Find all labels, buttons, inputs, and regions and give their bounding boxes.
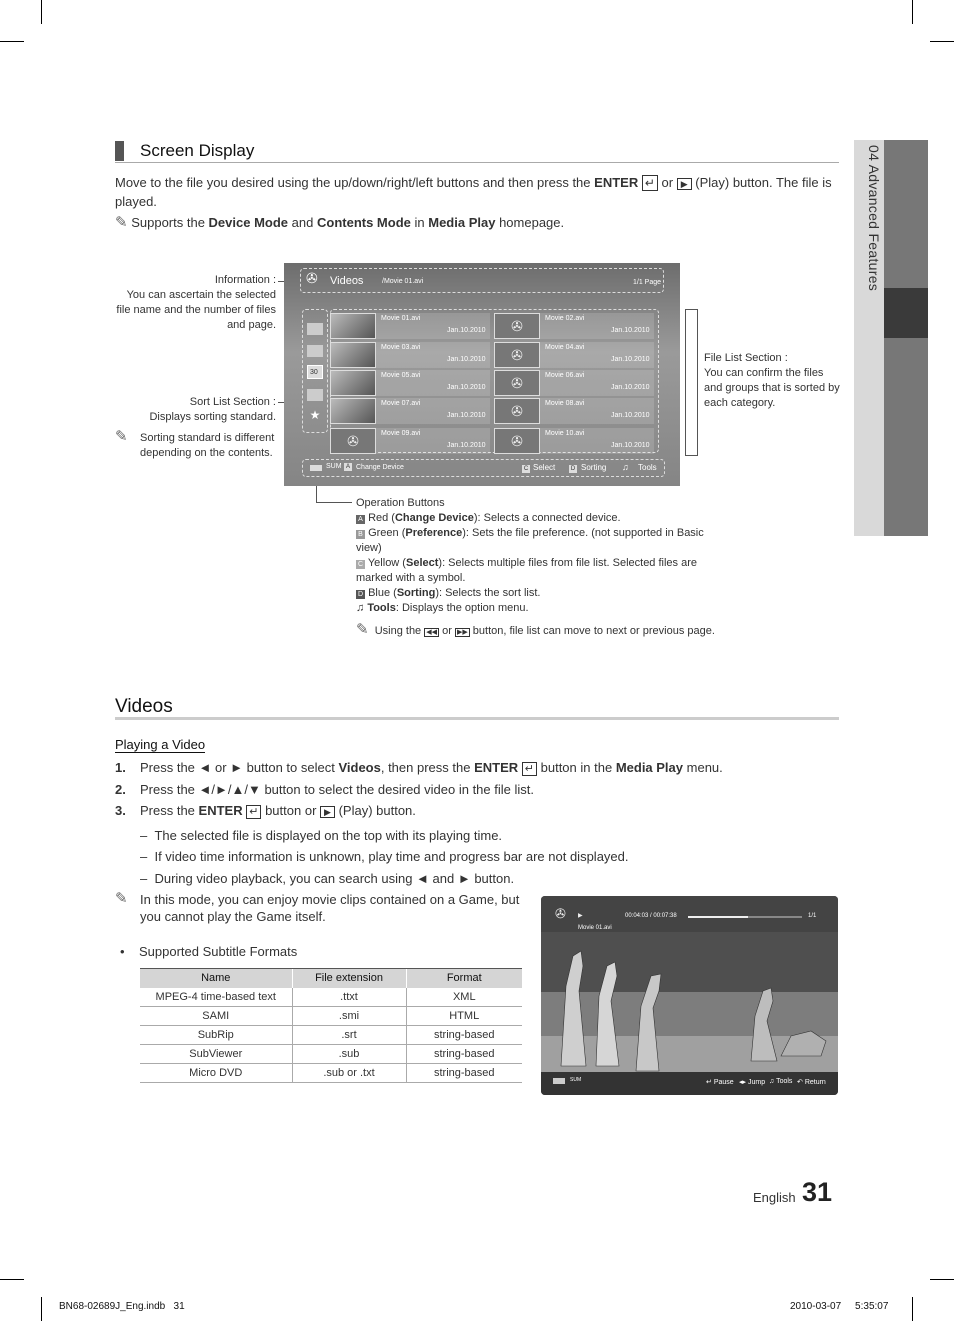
enter-label: ENTER — [198, 803, 243, 818]
step-text: button or — [265, 803, 317, 818]
dash-text: During video playback, you can search using ◄ and ► button. — [154, 871, 515, 886]
table-cell: HTML — [406, 1007, 522, 1026]
jump-label: Jump — [747, 1079, 766, 1086]
section-heading-screen-display — [115, 141, 839, 163]
table-row — [140, 1064, 522, 1083]
op-text: Green ( — [368, 527, 406, 539]
change-device-button[interactable]: Change Device — [356, 464, 404, 471]
red-key-icon: A — [345, 464, 350, 470]
op-bold: Select — [405, 557, 439, 569]
crop-mark — [912, 1297, 913, 1321]
op-text: Blue ( — [368, 587, 397, 599]
table-header: Format — [406, 969, 522, 988]
key-b-icon: B — [356, 530, 365, 539]
file-name: Movie 04.avi — [545, 344, 585, 351]
crop-mark — [912, 0, 913, 24]
leader-line — [316, 502, 352, 503]
calendar-number: 30 — [310, 369, 318, 376]
screen-title: Videos — [330, 275, 364, 287]
file-date: Jan.10.2010 — [447, 442, 486, 449]
table-cell: XML — [406, 988, 522, 1007]
step-text: Press the — [140, 803, 195, 818]
step-text: button in the — [540, 760, 613, 775]
bullet-marker: • — [120, 944, 139, 959]
key-d-icon: D — [357, 591, 364, 598]
file-thumbnail — [330, 342, 376, 368]
table-cell: MPEG-4 time-based text — [140, 988, 292, 1007]
file-date: Jan.10.2010 — [611, 442, 650, 449]
table-cell: SubRip — [140, 1026, 292, 1045]
op-bold: Preference — [405, 527, 463, 539]
dash-item-1 — [140, 827, 502, 844]
playing-file-name: Movie 01.avi — [578, 925, 612, 931]
note-pencil-icon: ✎ — [356, 621, 369, 638]
intro-text: or — [661, 175, 674, 190]
film-reel-icon: ✇ — [306, 270, 318, 286]
return-label: Return — [804, 1079, 826, 1086]
note-pencil-icon: ✎ — [115, 214, 128, 231]
media-play-screen — [284, 263, 680, 486]
callout-body: You can confirm the files and groups that is sorted by each category. — [704, 367, 840, 409]
table-cell: SAMI — [140, 1007, 292, 1026]
film-reel-icon: ✇ — [555, 906, 566, 921]
leader-line — [685, 309, 686, 456]
enter-label: ENTER — [594, 175, 639, 190]
callout-file-list — [704, 351, 844, 411]
op-text: Using the — [374, 625, 422, 637]
leader-line — [685, 309, 697, 310]
chapter-label: 04 Advanced Features — [866, 145, 882, 292]
file-date: Jan.10.2010 — [447, 384, 486, 391]
file-item[interactable] — [330, 428, 490, 454]
return-button[interactable]: ↶ Return — [797, 1079, 826, 1086]
bullet-subtitle-formats — [120, 943, 297, 960]
heading-bar — [115, 141, 124, 161]
leader-line — [697, 309, 698, 456]
table-cell: .smi — [292, 1007, 406, 1026]
dash-marker: – — [140, 828, 155, 843]
table-cell: string-based — [406, 1045, 522, 1064]
crop-mark — [930, 1279, 954, 1280]
callout-body: Displays sorting standard. — [149, 411, 276, 423]
crop-mark — [41, 1297, 42, 1321]
callout-body: Sorting standard is different depending on the contents. — [140, 432, 275, 459]
footer-date: 2010-03-07 5:35:07 — [790, 1301, 889, 1312]
intro-text: (Play) button. The file is — [695, 175, 832, 190]
sort-music-icon — [307, 389, 323, 401]
film-reel-icon: ✇ — [330, 428, 376, 454]
file-name: Movie 01.avi — [381, 315, 421, 322]
page-number: 31 — [802, 1177, 833, 1207]
rewind-icon: ◀◀ — [426, 629, 438, 636]
file-name: Movie 09.avi — [381, 430, 421, 437]
note-bold: Contents Mode — [316, 215, 411, 230]
play-state-icon: ▶ — [578, 913, 583, 919]
progress-track — [688, 916, 802, 918]
callout-title: Sort List Section : — [189, 396, 276, 408]
crop-mark — [0, 41, 24, 42]
fast-forward-icon: ▶▶ — [456, 629, 468, 636]
heading-text: Screen Display — [140, 141, 255, 160]
callout-sort-note — [115, 428, 275, 461]
op-red — [356, 511, 726, 526]
file-name: Movie 07.avi — [381, 400, 421, 407]
op-text: ): Selects a connected device. — [473, 512, 621, 524]
file-thumbnail — [330, 398, 376, 424]
play-icon: ▶ — [677, 178, 692, 190]
intro-paragraph — [115, 174, 839, 210]
note-device-mode — [115, 214, 564, 231]
crop-mark — [0, 1279, 24, 1280]
op-text: Yellow ( — [367, 557, 406, 569]
screen-page: 1/1 Page — [633, 279, 662, 286]
dash-marker: – — [140, 849, 155, 864]
file-date: Jan.10.2010 — [447, 356, 486, 363]
file-item[interactable] — [330, 313, 490, 339]
game-note — [115, 891, 527, 925]
op-text: ): Sets the file preference. (not supported in Basic view) — [356, 527, 704, 554]
sort-star-icon: ★ — [309, 408, 321, 422]
key-a-icon: A — [356, 515, 365, 524]
file-name: Movie 03.avi — [381, 344, 421, 351]
tab-stripe-active — [884, 288, 928, 338]
usb-icon — [553, 1078, 565, 1084]
step-1 — [115, 759, 839, 778]
tab-stripe — [884, 338, 928, 536]
crop-mark — [930, 41, 954, 42]
op-bold: Change Device — [394, 512, 474, 524]
file-date: Jan.10.2010 — [447, 412, 486, 419]
table-row — [140, 1007, 522, 1026]
intro-text: Move to the file you desired using the up/down/right/left buttons and then press the — [115, 175, 591, 190]
note-bold: Device Mode — [208, 215, 289, 230]
file-item[interactable] — [494, 428, 654, 454]
table-cell: .sub — [292, 1045, 406, 1064]
table-cell: Micro DVD — [140, 1064, 292, 1083]
table-header: File extension — [292, 969, 406, 988]
subtitle-formats-table — [140, 968, 522, 1083]
callout-title: Information : — [214, 274, 276, 286]
tab-stripe — [884, 140, 928, 288]
file-item[interactable] — [494, 342, 654, 368]
op-tools — [356, 601, 726, 616]
table-cell: string-based — [406, 1064, 522, 1083]
sorting-button[interactable]: Sorting — [581, 463, 607, 472]
table-header: Name — [140, 969, 292, 988]
file-count: 1/1 — [808, 913, 817, 919]
file-item[interactable] — [330, 398, 490, 424]
blue-key-icon: D — [570, 466, 576, 472]
key-c-icon: C — [357, 561, 364, 568]
step-number: 3. — [115, 803, 126, 818]
op-text: button, file list can move to next or previous page. — [472, 625, 715, 637]
file-name: Movie 10.avi — [545, 430, 585, 437]
pause-label: Pause — [713, 1079, 734, 1086]
progress-fill — [688, 916, 748, 918]
sum-label: SUM — [570, 1077, 582, 1083]
tools-icon: ♫ — [356, 602, 365, 614]
op-text: : Displays the option menu. — [395, 602, 529, 614]
screen-path: /Movie 01.avi — [382, 278, 424, 285]
table-row — [140, 1045, 522, 1064]
intro-text: played. — [115, 194, 157, 209]
file-date: Jan.10.2010 — [611, 327, 650, 334]
op-green — [356, 526, 726, 556]
file-item[interactable] — [494, 313, 654, 339]
step-bold: Media Play — [615, 760, 684, 775]
video-playback-screen — [541, 896, 838, 1095]
step-text: menu. — [686, 760, 723, 775]
select-button[interactable]: Select — [533, 463, 556, 472]
file-date: Jan.10.2010 — [447, 327, 486, 334]
sort-folder-icon — [307, 323, 323, 335]
table-cell: .srt — [292, 1026, 406, 1045]
enter-icon: ↵ — [642, 175, 658, 191]
yellow-key-icon: C — [523, 466, 529, 472]
film-reel-icon: ✇ — [494, 313, 540, 339]
step-number: 2. — [115, 782, 126, 797]
pause-button[interactable]: ↵ Pause — [706, 1079, 734, 1086]
note-bold: Media Play — [428, 215, 496, 230]
op-text: ): Selects multiple files from file list. Selected files are marked with a symbol. — [356, 557, 697, 584]
step-text: Press the ◄/►/▲/▼ button to select the desired video in the file list. — [140, 782, 534, 797]
step-3 — [115, 802, 839, 821]
callout-body: You can ascertain the selected file name and the number of files and page. — [116, 289, 276, 331]
file-item[interactable] — [330, 370, 490, 396]
play-icon: ▶ — [320, 806, 335, 818]
sort-calendar-icon — [307, 365, 323, 379]
playback-time: 00:04:03 / 00:07:38 — [625, 913, 677, 919]
dash-item-2 — [140, 848, 629, 865]
table-row — [140, 988, 522, 1007]
tools-icon: ♫ — [622, 462, 629, 472]
tools-label: Tools — [776, 1078, 793, 1085]
page-language: English — [753, 1190, 796, 1205]
file-thumbnail — [330, 370, 376, 396]
callout-title: File List Section : — [704, 352, 788, 364]
op-blue — [356, 586, 726, 601]
op-yellow — [356, 556, 726, 586]
crop-mark — [41, 0, 42, 24]
enter-label: ENTER — [474, 760, 519, 775]
callout-title: Operation Buttons — [356, 497, 445, 509]
note-pencil-icon: ✎ — [115, 428, 128, 445]
subheading-playing-video: Playing a Video — [115, 737, 206, 752]
file-thumbnail — [330, 313, 376, 339]
step-2 — [115, 781, 839, 798]
op-bold: Tools — [367, 602, 396, 614]
sum-label: SUM — [326, 463, 342, 470]
note-text: In this mode, you can enjoy movie clips contained on a Game, but you cannot play the Game itself. — [140, 892, 520, 924]
note-text: homepage. — [499, 215, 565, 230]
dash-text: The selected file is displayed on the top with its playing time. — [154, 828, 503, 843]
tools-button[interactable]: Tools — [638, 463, 657, 472]
file-item[interactable] — [330, 342, 490, 368]
table-cell: .sub or .txt — [292, 1064, 406, 1083]
film-reel-icon: ✇ — [494, 398, 540, 424]
note-text: Supports the — [131, 215, 205, 230]
film-reel-icon: ✇ — [494, 342, 540, 368]
op-text: ): Selects the sort list. — [435, 587, 541, 599]
op-text: or — [442, 625, 452, 637]
file-date: Jan.10.2010 — [611, 412, 650, 419]
op-bold: Sorting — [396, 587, 436, 599]
table-cell: string-based — [406, 1026, 522, 1045]
callout-information — [112, 273, 276, 333]
sort-person-icon — [307, 345, 323, 357]
footer-file: BN68-02689J_Eng.indb 31 — [59, 1301, 185, 1312]
dash-marker: – — [140, 871, 155, 886]
section-heading-videos — [115, 696, 839, 720]
callout-sort-list — [112, 395, 276, 425]
note-text: and — [291, 215, 314, 230]
enter-icon: ↵ — [246, 805, 261, 819]
film-reel-icon: ✇ — [494, 370, 540, 396]
bullet-text: Supported Subtitle Formats — [139, 944, 298, 959]
enter-icon: ↵ — [522, 762, 537, 776]
usb-icon — [310, 465, 322, 471]
dash-text: If video time information is unknown, play time and progress bar are not displayed. — [154, 849, 629, 864]
table-cell: SubViewer — [140, 1045, 292, 1064]
file-name: Movie 06.avi — [545, 372, 585, 379]
file-name: Movie 08.avi — [545, 400, 585, 407]
file-item[interactable] — [494, 370, 654, 396]
op-text: Red ( — [368, 512, 395, 524]
tools-button[interactable]: ♫ Tools — [769, 1078, 793, 1085]
operation-buttons-desc — [356, 496, 726, 640]
leader-line — [685, 455, 697, 456]
dash-item-3 — [140, 870, 514, 887]
step-bold: Videos — [338, 760, 381, 775]
step-text: (Play) button. — [338, 803, 416, 818]
step-text: Press the ◄ or ► button to select — [140, 760, 335, 775]
heading-text: Videos — [115, 696, 173, 717]
note-text: in — [414, 215, 425, 230]
step-number: 1. — [115, 760, 126, 775]
file-date: Jan.10.2010 — [611, 384, 650, 391]
file-item[interactable] — [494, 398, 654, 424]
table-header-row — [140, 969, 522, 988]
film-reel-icon: ✇ — [494, 428, 540, 454]
op-note — [356, 622, 726, 640]
table-cell: .ttxt — [292, 988, 406, 1007]
file-name: Movie 02.avi — [545, 315, 585, 322]
note-pencil-icon: ✎ — [115, 890, 128, 907]
jump-button[interactable]: ◂▸ Jump — [739, 1079, 766, 1086]
step-text: , then press the — [380, 760, 471, 775]
file-name: Movie 05.avi — [381, 372, 421, 379]
table-row — [140, 1026, 522, 1045]
file-date: Jan.10.2010 — [611, 356, 650, 363]
